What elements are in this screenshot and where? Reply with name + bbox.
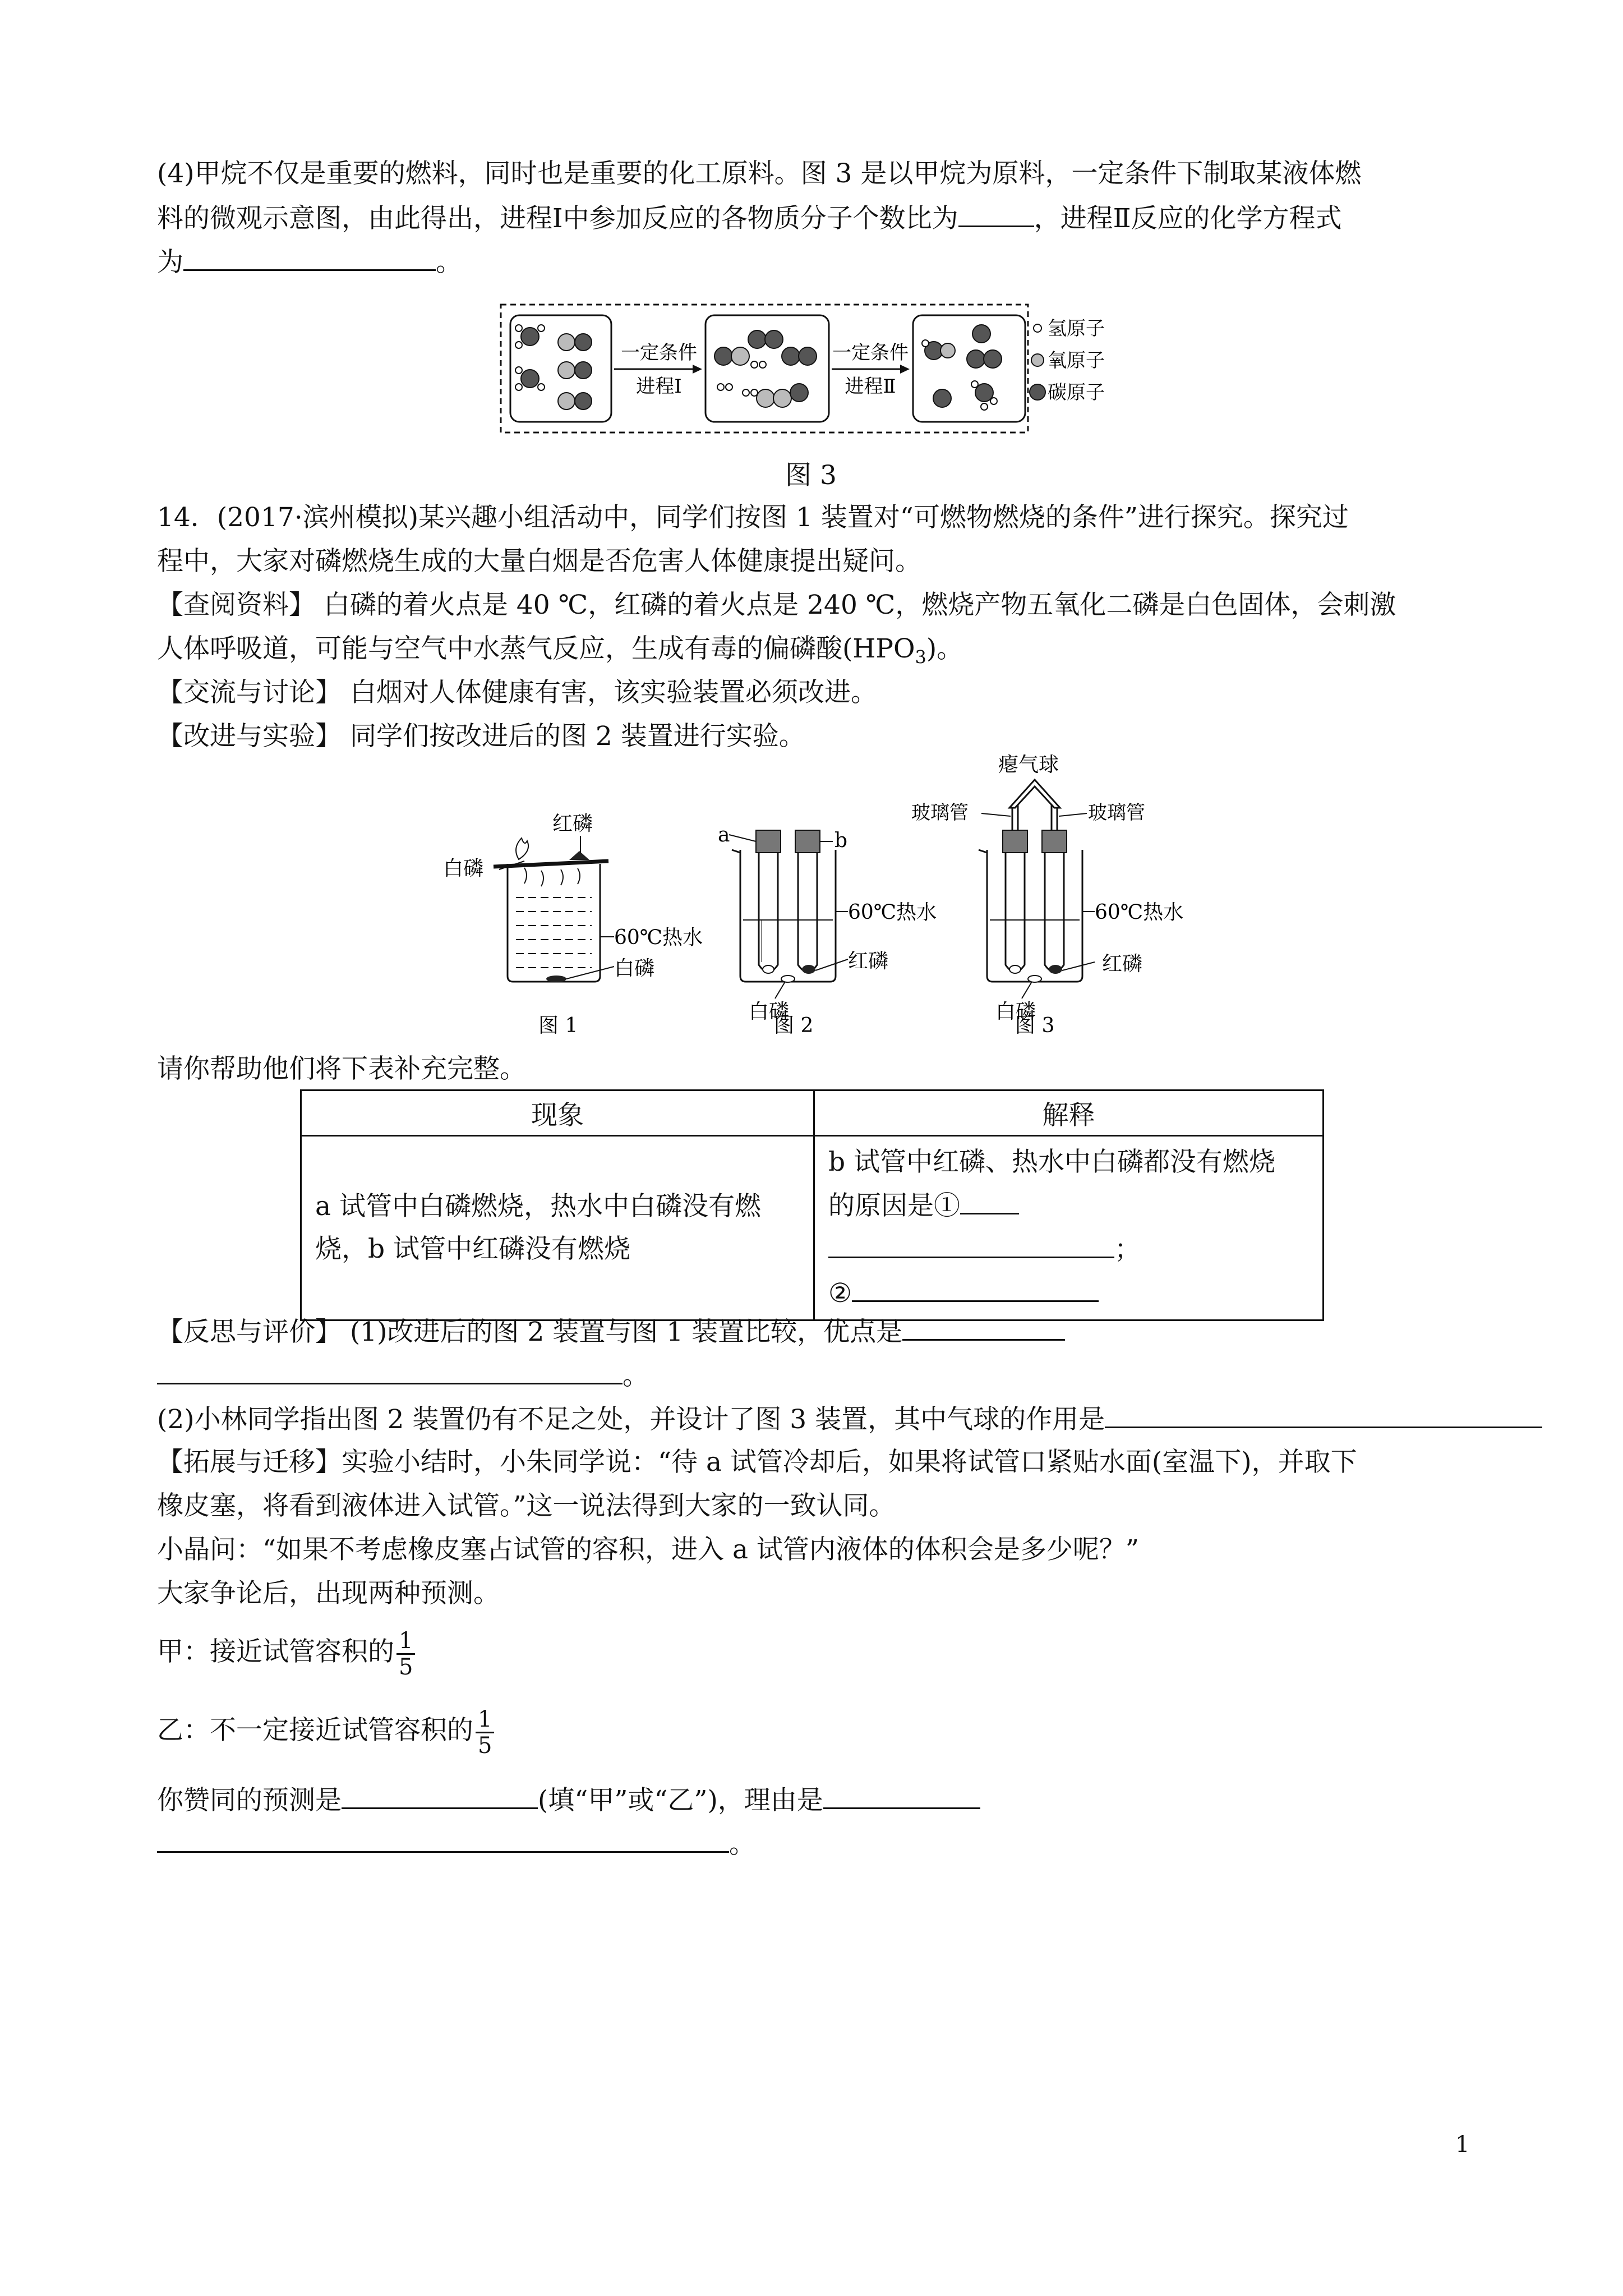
fig1-caption: 图 1 [538, 1014, 578, 1037]
balloon-icon [1009, 780, 1060, 808]
extend-line-1: 【拓展与迁移】实验小结时，小朱同学说：“待 a 试管冷却后，如果将试管口紧贴水面(室温下)，并取下 [157, 1447, 1357, 1478]
improve-line: 【改进与实验】 同学们按改进后的图 2 装置进行实验。 [157, 721, 805, 752]
prediction-yi: 乙：不一定接近试管容积的 $\frac{1}{5}$ [157, 1700, 494, 1761]
header-explanation: 解释 [814, 1091, 1324, 1136]
answer-blank-advantage-a[interactable] [902, 1310, 1065, 1341]
methane-molecules [515, 325, 592, 409]
answer-blank-reason-1b[interactable] [828, 1227, 1114, 1258]
cell-explanation: b 试管中红磷、热水中白磷都没有燃烧 的原因是① ； ② [814, 1136, 1324, 1320]
arrow1-top-label: 一定条件 [621, 342, 697, 364]
apparatus-fig1 [443, 812, 703, 1037]
reflect-line-1: 【反思与评价】 (1)改进后的图 2 装置与图 1 装置比较，优点是 [157, 1310, 1065, 1354]
answer-blank-advantage-b[interactable] [157, 1354, 623, 1384]
legend [1030, 318, 1105, 404]
answer-blank-balloon[interactable] [1105, 1397, 1542, 1428]
arrow2-bottom-label: 进程Ⅱ [845, 375, 896, 398]
legend-carbon-swatch [1030, 384, 1045, 400]
answer-table [300, 1089, 1324, 1321]
fig3-hot-water: 60℃热水 [1095, 901, 1184, 924]
apparatus-figures [426, 752, 1223, 1043]
fig2-hot-water: 60℃热水 [848, 901, 937, 924]
extend-line-4: 大家争论后，出现两种预测。 [157, 1578, 500, 1609]
table-intro: 请你帮助他们将下表补充完整。 [157, 1053, 526, 1084]
red-phosphorus-mark [569, 851, 589, 860]
fig2-white-p: 白磷 [749, 1000, 790, 1023]
fig1-red-p: 红磷 [552, 812, 593, 835]
fig1-white-p-bottom: 白磷 [614, 957, 655, 980]
fig3-red-p: 红磷 [1102, 953, 1143, 976]
fig3-glass-left: 玻璃管 [911, 802, 969, 824]
fraction-one-fifth: $\frac{1}{5}$ [396, 1628, 415, 1680]
q14-line-2: 程中，大家对磷燃烧生成的大量白烟是否危害人体健康提出疑问。 [157, 546, 921, 577]
q14-line-1: 14．(2017·滨州模拟)某兴趣小组活动中，同学们按图 1 装置对“可燃物燃烧的条件”进行探究。探究过 [157, 502, 1349, 533]
reflect-line-3: (2)小林同学指出图 2 装置仍有不足之处，并设计了图 3 装置，其中气球的作用是 [157, 1397, 1542, 1441]
answer-blank-reason-b[interactable] [157, 1822, 729, 1853]
box-products [913, 315, 1025, 422]
legend-oxygen: 氧原子 [1048, 349, 1105, 372]
discuss-line: 【交流与讨论】 白烟对人体健康有害，该实验装置必须改进。 [157, 677, 877, 708]
fig1-hot-water: 60℃热水 [614, 926, 703, 949]
fig3-balloon: 瘪气球 [998, 753, 1059, 776]
micro-reaction-figure [499, 303, 1105, 438]
fig1-white-p-top: 白磷 [443, 857, 484, 880]
answer-blank-equation[interactable] [183, 240, 436, 271]
prediction-jia: 甲：接近试管容积的 $\frac{1}{5}$ [157, 1621, 415, 1683]
agree-line: 你赞同的预测是 (填“甲”或“乙”)，理由是 [157, 1778, 980, 1822]
answer-blank-reason-1a[interactable] [960, 1184, 1019, 1214]
answer-blank-ratio[interactable] [958, 196, 1034, 227]
flame-icon [516, 838, 528, 859]
fig2-red-p: 红磷 [848, 950, 889, 973]
fig2-label-a: a [718, 823, 730, 846]
legend-oxygen-swatch [1031, 354, 1044, 366]
reflect-line-2: 。 [157, 1354, 649, 1397]
extend-line-2: 橡皮塞，将看到液体进入试管。”这一说法得到大家的一致认同。 [157, 1490, 896, 1521]
answer-blank-reason-a[interactable] [823, 1778, 980, 1809]
fig2-label-b: b [834, 829, 848, 852]
legend-hydrogen-swatch [1034, 324, 1041, 332]
apparatus-fig3 [911, 753, 1183, 1037]
page-number: 1 [1455, 2132, 1470, 2157]
header-phenomenon: 现象 [301, 1091, 814, 1136]
fraction-one-fifth: $\frac{1}{5}$ [476, 1707, 494, 1758]
legend-hydrogen: 氢原子 [1048, 318, 1105, 340]
apparatus-fig2 [718, 823, 937, 1037]
arrow1-bottom-label: 进程Ⅰ [636, 375, 682, 398]
agree-line-2: 。 [157, 1822, 755, 1866]
q4-line-2: 料的微观示意图，由此得出，进程Ⅰ中参加反应的各物质分子个数比为 ，进程Ⅱ反应的化学方程式 [157, 196, 1342, 240]
answer-blank-reason-2[interactable] [852, 1271, 1099, 1302]
fig2-caption: 图 2 [774, 1014, 814, 1037]
arrow2-top-label: 一定条件 [832, 342, 909, 364]
q4-line-3: 为 。 [157, 240, 462, 284]
ref-line-2: 人体呼吸道，可能与空气中水蒸气反应，生成有毒的偏磷酸$(HPO_3)$。 [157, 633, 963, 668]
answer-blank-choice[interactable] [342, 1778, 538, 1809]
ref-line-1: 【查阅资料】 白磷的着火点是 40 ℃，红磷的着火点是 240 ℃，燃烧产物五氧化二磷是白色固体，会刺激 [157, 590, 1396, 620]
fig3-white-p: 白磷 [995, 1000, 1036, 1023]
cell-phenomenon: a 试管中白磷燃烧，热水中白磷没有燃 烧，b 试管中红磷没有燃烧 [301, 1136, 814, 1320]
q4-line-1: (4)甲烷不仅是重要的燃料，同时也是重要的化工原料。图 3 是以甲烷为原料，一定条件下制取某液体燃 [157, 158, 1362, 189]
legend-carbon: 碳原子 [1048, 381, 1105, 404]
white-phosphorus-mark [546, 976, 566, 982]
extend-line-3: 小晶问：“如果不考虑橡皮塞占试管的容积，进入 a 试管内液体的体积会是多少呢？” [157, 1534, 1139, 1565]
fig3-caption: 图 3 [1015, 1014, 1055, 1037]
fig-micro-caption: 图 3 [785, 460, 837, 491]
fig3-glass-right: 玻璃管 [1088, 802, 1145, 824]
